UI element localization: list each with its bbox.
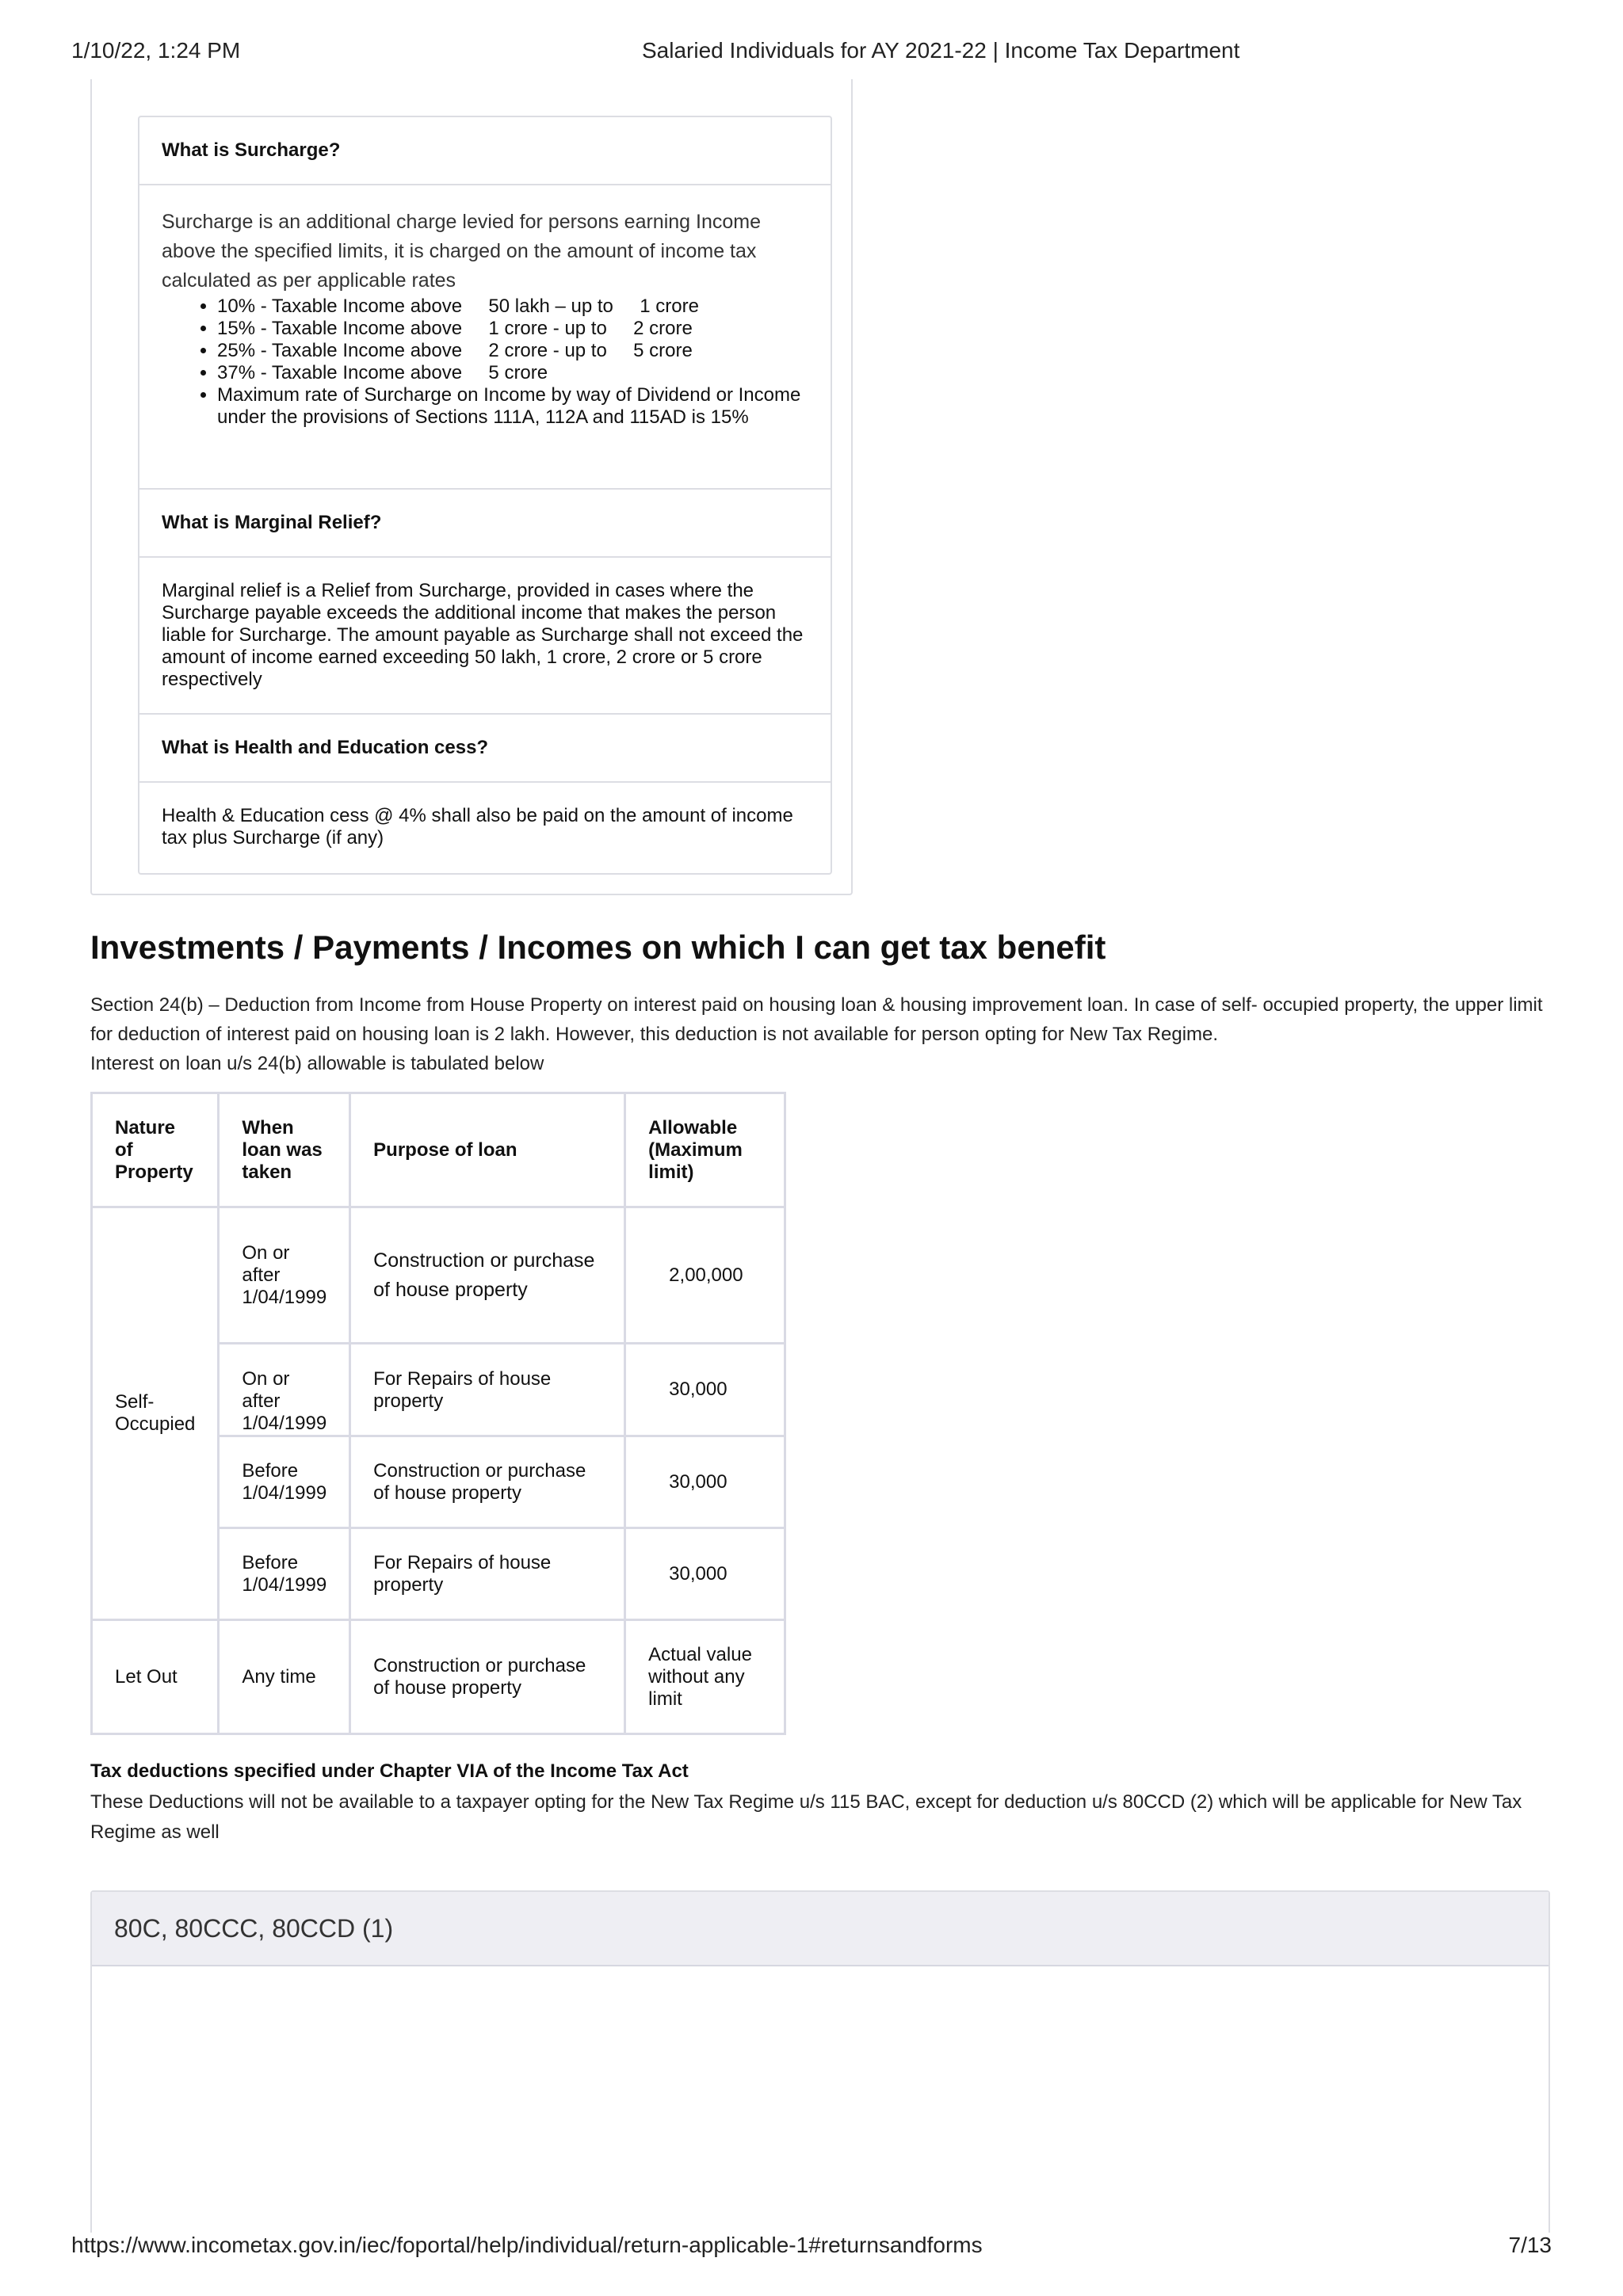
list-item: • 37% - Taxable Income above 5 crore [217,362,808,384]
section-description [90,990,1549,1078]
surcharge-description: Surcharge is an additional charge levied for persons earning Income above the specified limits, it is charged on the amount of income tax calculated as per applicable rates [162,211,762,292]
table-cell: 30,000 [625,1528,785,1620]
list-item: • 25% - Taxable Income above 2 crore - up to 5 crore [217,340,808,362]
list-item: • 10% - Taxable Income above 50 lakh – up to 1 crore [217,296,808,318]
print-page-title: Salaried Individuals for AY 2021-22 | Income Tax Department [642,38,1240,63]
table-intro-text: Interest on loan u/s 24(b) allowable is tabulated below [90,1053,544,1074]
print-url: https://www.incometax.gov.in/iec/foportal/help/individual/return-applicable-1#returnsandforms [71,2233,983,2257]
nature-let-out: Let Out [92,1620,219,1734]
table-cell: 30,000 [625,1344,785,1436]
table-cell: Construction or purchase of house property [350,1207,625,1344]
column-header: When loan was taken [219,1093,350,1207]
surcharge-rate-list [162,296,808,429]
print-header [71,38,1552,70]
table-row [92,1620,785,1734]
print-footer [71,2233,1552,2264]
table-cell: On or after 1/04/1999 [219,1207,350,1344]
table-cell: On or after 1/04/1999 [219,1344,350,1436]
deductions-description: These Deductions will not be available to a taxpayer opting for the New Tax Regime u/s 115 BAC, except for deduction u/s 80CCD (2) which will be applicable for New Tax Regime as well [90,1791,1522,1843]
faq-answer-surcharge [139,185,831,490]
table-cell: Before 1/04/1999 [219,1436,350,1528]
table-cell: For Repairs of house property [350,1344,625,1436]
table-cell: Construction or purchase of house property [350,1436,625,1528]
column-header: Nature of Property [92,1093,219,1207]
table-cell: Any time [219,1620,350,1734]
faq-question-marginal-relief[interactable]: What is Marginal Relief? [139,490,831,558]
table-cell: For Repairs of house property [350,1528,625,1620]
faq-question-cess[interactable]: What is Health and Education cess? [139,715,831,783]
table-cell: 2,00,000 [625,1207,785,1344]
deductions-title: Tax deductions specified under Chapter VIA of the Income Tax Act [90,1760,689,1782]
table-cell: Construction or purchase of house property [350,1620,625,1734]
table-cell: Actual value without any limit [625,1620,785,1734]
section-24b-text: Section 24(b) – Deduction from Income from House Property on interest paid on housing loan & housing improvement loan. In case of self- occupied property, the upper limit for deduction of interest paid on housing loan is 2 lakh. However, this deduction is not available for person opting for New Tax Regime. [90,994,1543,1045]
section-heading: Investments / Payments / Incomes on which I can get tax benefit [90,929,1106,966]
table-header-row [92,1093,785,1207]
interest-on-loan-table [90,1092,786,1735]
table-row [92,1207,785,1344]
column-header: Allowable (Maximum limit) [625,1093,785,1207]
faq-card [138,116,832,875]
faq-answer-cess: Health & Education cess @ 4% shall also be paid on the amount of income tax plus Surcharge (if any) [162,805,793,849]
list-item: • Maximum rate of Surcharge on Income by way of Dividend or Income under the provisions of Sections 111A, 112A and 115AD is 15% [217,384,808,429]
column-header: Purpose of loan [350,1093,625,1207]
deduction-accordion [90,1890,1550,2233]
table-cell: Before 1/04/1999 [219,1528,350,1620]
faq-panel [90,79,853,895]
table-cell: 30,000 [625,1436,785,1528]
print-datetime: 1/10/22, 1:24 PM [71,38,241,63]
list-item: • 15% - Taxable Income above 1 crore - up to 2 crore [217,318,808,340]
accordion-header-80c[interactable]: 80C, 80CCC, 80CCD (1) [92,1892,1549,1966]
faq-question-surcharge[interactable]: What is Surcharge? [139,117,831,185]
faq-answer-marginal-relief: Marginal relief is a Relief from Surcharge, provided in cases where the Surcharge payable exceeds the additional income that makes the person liable for Surcharge. The amount payable as Surcharge shall not exceed the amount of income earned exceeding 50 lakh, 1 crore, 2 crore or 5 crore respectively [139,558,831,715]
nature-self-occupied: Self-Occupied [92,1207,219,1620]
page-number: 7/13 [1508,2233,1552,2257]
